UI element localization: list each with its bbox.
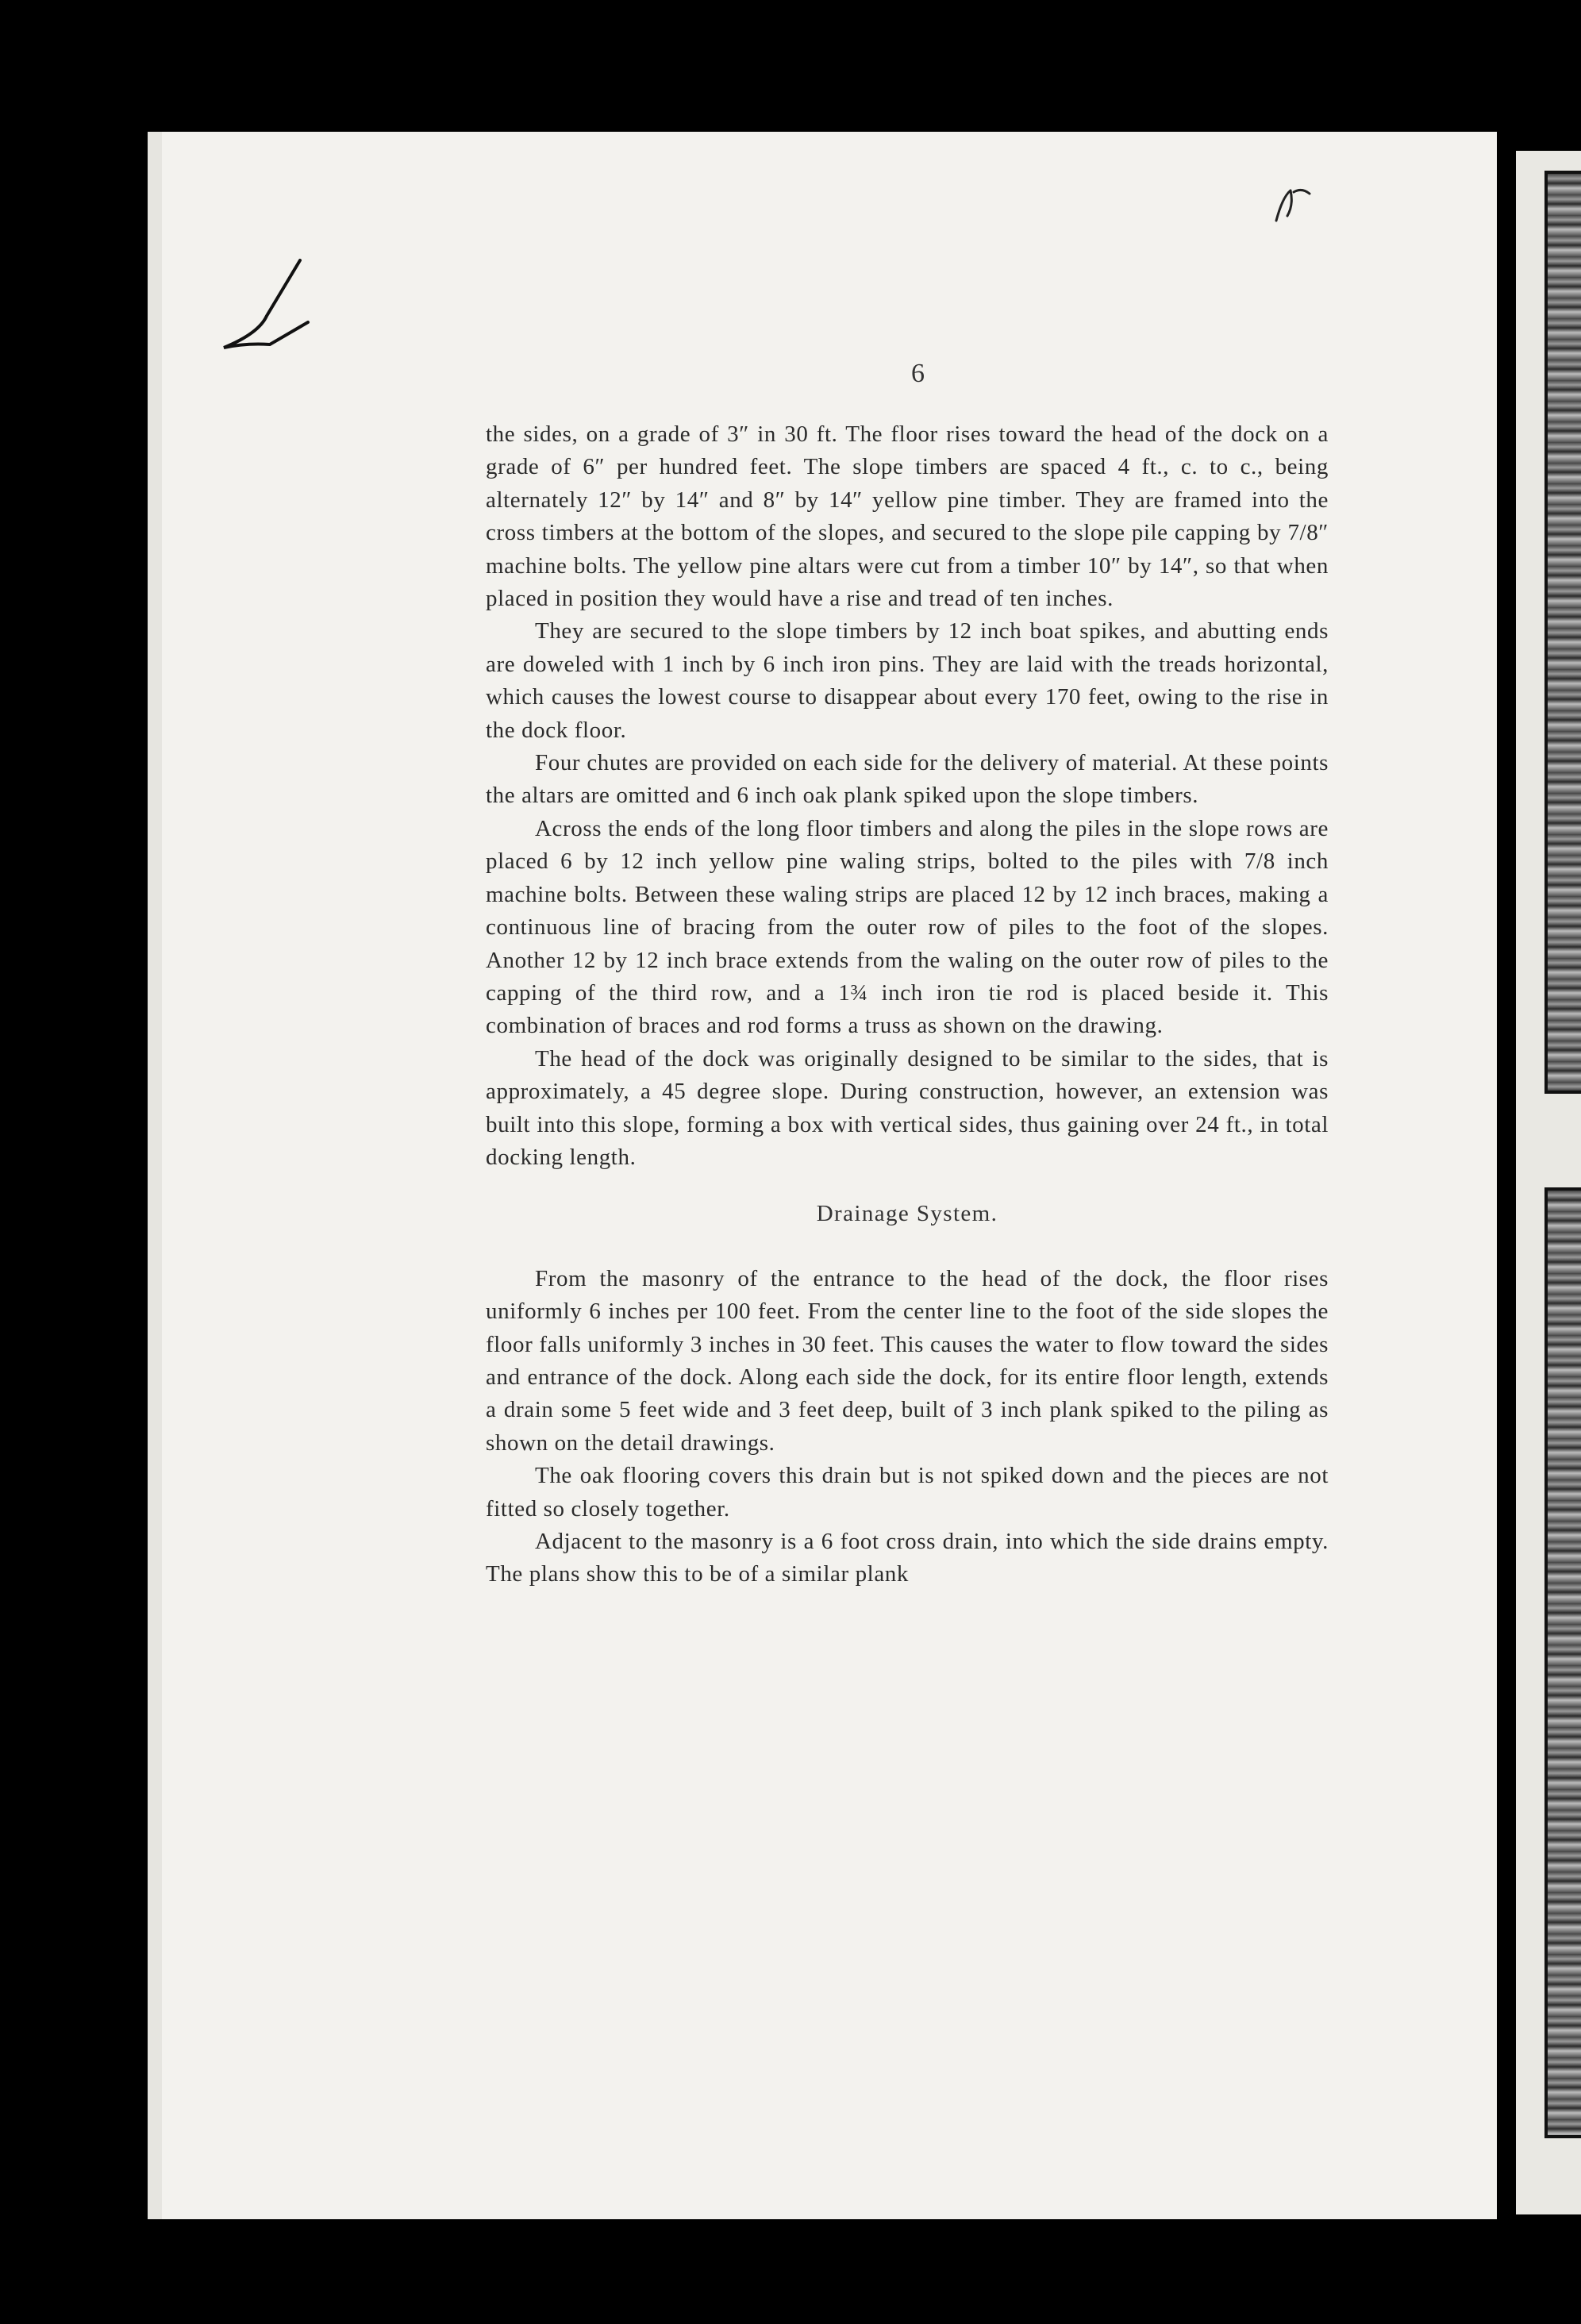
paragraph: From the masonry of the entrance to the head of the dock, the floor rises uniformly 6 inches per 100 feet. From the center line to the foot of the side slopes the floor falls uniformly 3 inches in 30 feet. This causes the water to flow toward the sides and entrance of the dock. Along each side the dock, for its entire floor length, extends a drain some 5 feet wide and 3 feet deep, built of 3 inch plank spiked to the piling as shown on the detail drawings. xyxy=(486,1265,1329,1456)
page-number: 6 xyxy=(911,359,925,388)
paragraph: The head of the dock was originally designed to be similar to the sides, that is approximately, a 45 degree slope. During construction, however, an extension was built into this slope, forming a box with vertical sides, thus gaining over 24 ft., in total docking length. xyxy=(486,1045,1329,1170)
section-heading: Drainage System. xyxy=(816,1201,998,1227)
facing-page-photo-top xyxy=(1544,171,1581,1094)
facing-page-photo-bottom xyxy=(1544,1187,1581,2138)
body-text xyxy=(486,418,1329,1591)
paragraph: the sides, on a grade of 3″ in 30 ft. The floor rises toward the head of the dock on a grade of 6″ per hundred feet. The slope timbers are spaced 4 ft., c. to c., being alternately 12″ by 14″ and 8″ by 14″ yellow pine timber. They are framed into the cross timbers at the bottom of the slopes, and secured to the slope pile capping by 7/8″ machine bolts. The yellow pine altars were cut from a timber 10″ by 14″, so that when placed in position they would have a rise and tread of ten inches. xyxy=(486,421,1329,612)
paragraph: Adjacent to the masonry is a 6 foot cross drain, into which the side drains empty. The plans show this to be of a similar plank xyxy=(486,1529,1329,1587)
paragraph: The oak flooring covers this drain but is not spiked down and the pieces are not fitted so closely together. xyxy=(486,1463,1329,1522)
pencil-mark-icon xyxy=(214,254,325,357)
paragraph: Four chutes are provided on each side for the delivery of material. At these points the altars are omitted and 6 inch oak plank spiked upon the slope timbers. xyxy=(486,750,1329,809)
paragraph: Across the ends of the long floor timbers and along the piles in the slope rows are placed 6 by 12 inch yellow pine waling strips, bolted to the piles with 7/8 inch machine bolts. Between these waling strips are placed 12 by 12 inch braces, making a continuous line of bracing from the outer row of piles to the foot of the slopes. Another 12 by 12 inch brace extends from the waling on the outer row of piles to the capping of the third row, and a 1¾ inch iron tie rod is placed beside it. This combination of braces and rod forms a truss as shown on the drawing. xyxy=(486,815,1329,1039)
corner-mark-icon xyxy=(1270,181,1318,229)
paragraph: They are secured to the slope timbers by 12 inch boat spikes, and abutting ends are doweled with 1 inch by 6 inch iron pins. They are laid with the treads horizontal, which causes the lowest course to disappear about every 170 feet, owing to the rise in the dock floor. xyxy=(486,618,1329,743)
